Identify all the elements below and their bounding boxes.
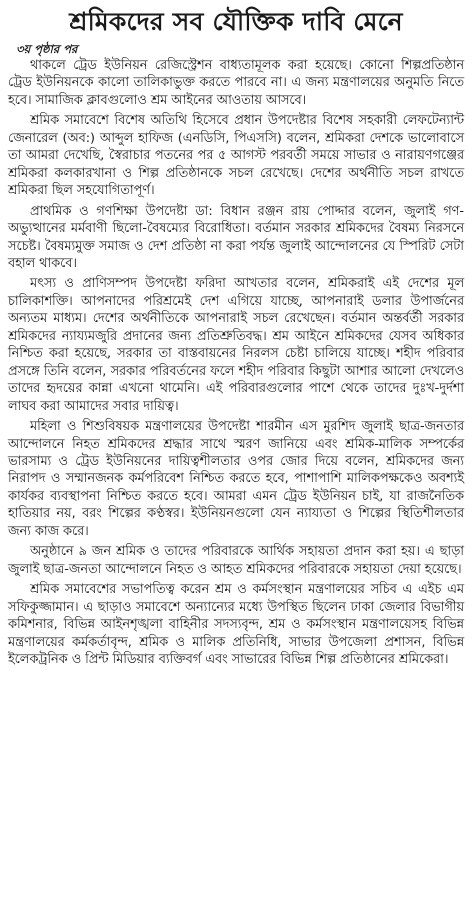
headline: শ্রমিকদের সব যৌক্তিক দাবি মেনে (69, 7, 403, 36)
article-body (8, 57, 464, 668)
paragraph: শ্রমিক সমাবেশের সভাপতিত্ব করেন শ্রম ও কর্মসংস্থান মন্ত্রণালয়ের সচিব এ এইচ এম সফিকুজ্জামান। এ ছাড়াও সমাবেশে অন্যান্যের মধ্যে উপস্থিত ছিলেন ঢাকা জেলার বিভাগীয় কমিশনার, বিভিন্ন আইনশৃঙ্খলা বাহিনীর সদস্যবৃন্দ, শ্রম ও কর্মসংস্থান মন্ত্রণালয়েসহ বিভিন্ন মন্ত্রণালয়ের কর্মকর্তাবৃন্দ, শ্রমিক ও মালিক প্রতিনিধি, সাভার উপজেলা প্রশাসন, বিভিন্ন ইলেকট্রনিক ও প্রিন্ট মিডিয়ার ব্যক্তিবর্গ এবং সাভারের বিভিন্ন শিল্প প্রতিষ্ঠানের শ্রমিকেরা। (8, 582, 464, 667)
paragraph: মহিলা ও শিশুবিষয়ক মন্ত্রণালয়ের উপদেষ্টা শারমীন এস মুরশিদ জুলাই ছাত্র-জনতার আন্দোলনে নিহত শ্রমিকদের শ্রদ্ধার সাথে স্মরণ জানিয়ে এবং শ্রমিক-মালিক সম্পর্কের ভারসাম্য ও ট্রেড ইউনিয়নের দায়িত্বশীলতার ওপর জোর দিয়ে বলেন, শ্রমিকদের জন্য নিরাপদ ও সম্মানজনক কর্মপরিবেশ নিশ্চিত করতে হবে, পাশাপাশি মালিকপক্ষকেও অবশ্যই কার্যকর ব্যবস্থাপনা নিশ্চিত করতে হবে। আমরা এমন ট্রেড ইউনিয়ন চাই, যা রাজনৈতিক হাতিয়ার নয়, বরং শিল্পের কণ্ঠস্বর। ইউনিয়নগুলো যেন ন্যায্যতা ও শিল্পের স্থিতিশীলতার জন্য কাজ করে। (8, 419, 464, 539)
paragraph: থাকলে ট্রেড ইউনিয়ন রেজিস্ট্রেশন বাধ্যতামূলক করা হয়েছে। কোনো শিল্পপ্রতিষ্ঠান ট্রেড ইউনিয়নকে কালো তালিকাভুক্ত করতে পারবে না। এ জন্য মন্ত্রণালয়ের অনুমতি নিতে হবে। সামাজিক ক্লাবগুলোও শ্রম আইনের আওতায় আসবে। (8, 58, 464, 108)
paragraph: প্রাথমিক ও গণশিক্ষা উপদেষ্টা ডা: বিধান রঞ্জন রায় পোদ্দার বলেন, জুলাই গণ-অভ্যুত্থানের মর্মবাণী ছিলো-বৈষম্যের বিরোধিতা। বর্তমান সরকার শ্রমিকদের বৈষম্য নিরসনে সচেষ্ট। বৈষম্যমুক্ত সমাজ ও দেশ প্রতিষ্ঠা না করা পর্যন্ত জুলাই আন্দোলনের যে স্পিরিট সেটা বহাল থাকবে। (8, 203, 464, 271)
paragraph: মৎস্য ও প্রাণিসম্পদ উপদেষ্টা ফরিদা আখতার বলেন, শ্রমিকরাই এই দেশের মূল চালিকাশক্তি। আপনাদের পরিশ্রমেই দেশ এগিয়ে যাচ্ছে, আপনারাই ডলার উপার্জনের অন্যতম মাধ্যম। দেশের অর্থনীতিকে আপনারাই সচল রেখেছেন। বর্তমান অন্তর্বর্তী সরকার শ্রমিকদের ন্যায্যমজুরি প্রদানের জন্য প্রতিশ্রুতিবদ্ধ। শ্রম আইনে শ্রমিকদের যেসব অধিকার নিশ্চিত করা হয়েছে, সরকার তা বাস্তবায়নের নিরলস চেষ্টা চালিয়ে যাচ্ছে। শহীদ পরিবার প্রসঙ্গে তিনি বলেন, সরকার পরিবর্তনের ফলে শহীদ পরিবার কিছুটা আশার আলো দেখলেও তাদের হৃদয়ের কান্না এখনো থামেনি। এই পরিবারগুলোর পাশে থেকে তাদের দুঃখ-দুর্দশা লাঘব করা আমাদের সবার দায়িত্ব। (8, 276, 464, 414)
paragraph: শ্রমিক সমাবেশে বিশেষ অতিথি হিসেবে প্রধান উপদেষ্টার বিশেষ সহকারী লেফটেন্যান্ট জেনারেল (অব:) আব্দুল হাফিজ (এনডিসি, পিএসসি) বলেন, শ্রমিকরা দেশকে ভালোবাসে তা আমরা দেখেছি, স্বৈরাচার পতনের পর ৫ আগস্ট পরবর্তী সময়ে সাভার ও নারায়ণগঞ্জের শ্রমিকরা কলকারখানা ও শিল্প প্রতিষ্ঠানকে সচল রেখেছে। দেশের অর্থনীতি সচল রাখতে শ্রমিকরা ছিল সহযোগিতাপূর্ণ। (8, 113, 464, 199)
continued-from-label: ৩য় পৃষ্ঠার পর (16, 42, 78, 56)
paragraph: অনুষ্ঠানে ৯ জন শ্রমিক ও তাদের পরিবারকে আর্থিক সহায়তা প্রদান করা হয়। এ ছাড়া জুলাই ছাত্র-জনতা আন্দোলনে নিহত ও আহত শ্রমিকদের পরিবারকে সহায়তা দেয়া হয়েছে। (8, 544, 464, 577)
